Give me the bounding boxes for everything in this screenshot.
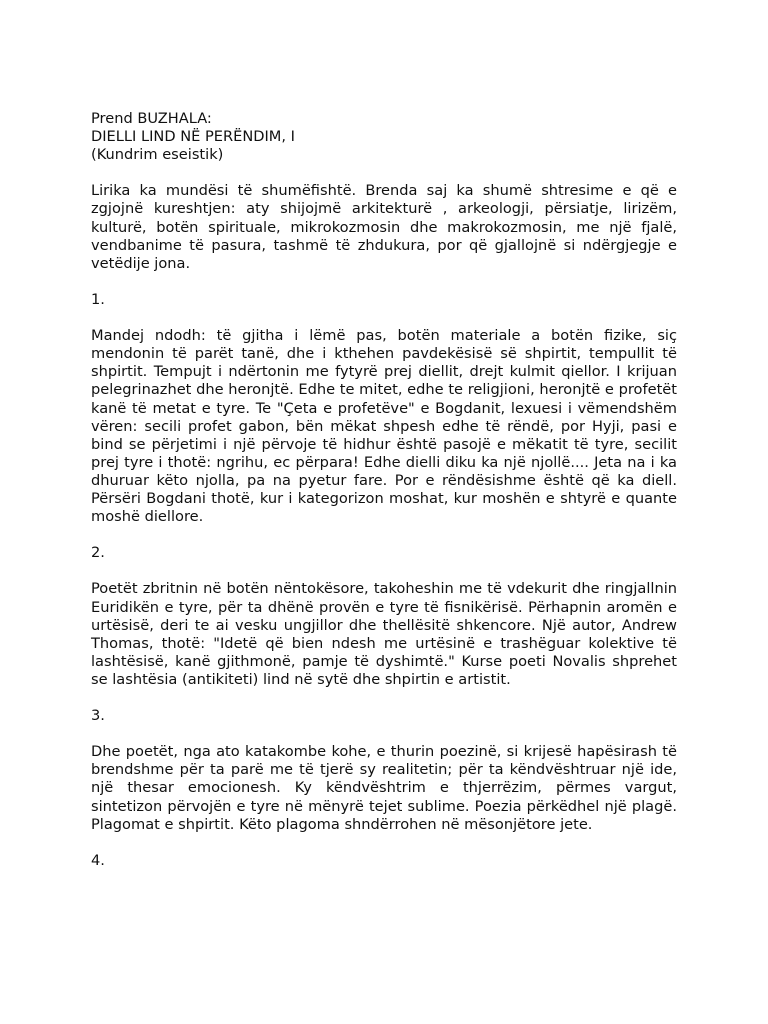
section-number: 3.	[91, 707, 105, 725]
spacer	[91, 164, 677, 182]
spacer	[91, 273, 677, 291]
spacer	[91, 526, 677, 544]
document-subtitle: (Kundrim eseistik)	[91, 146, 224, 164]
section-number: 2.	[91, 544, 105, 562]
section-paragraph: Dhe poetët, nga ato katakombe kohe, e thurin poezinë, si krijesë hapësirash të brendshme për ta parë me të tjerë sy realitetin; për ta këndvështruar një ide, një thesar emocionesh. Ky këndvështrim e thjerrëzim, përmes vargut, sintetizon përvojën e tyre në mënyrë tejet sublime. Poezia përkëdhel një plagë. Plagomat e shpirtit. Këto plagoma shndërrohen në mësonjëtore jete.	[91, 743, 677, 833]
author-line: Prend BUZHALA:	[91, 110, 212, 127]
section-number: 4.	[91, 851, 105, 869]
spacer	[91, 834, 677, 852]
document-header	[91, 110, 677, 164]
section-paragraph: Mandej ndodh: të gjitha i lëmë pas, botën materiale a botën fizike, siç mendonin të parët tanë, dhe i kthehen pavdekësisë së shpirtit, tempullit të shpirtit. Tempujt i ndërtonin me fytyrë prej diellit, drejt kulmit qiellor. I krijuan pelegrinazhet dhe heronjtë. Edhe te mitet, edhe te religjioni, heronjtë e profetët kanë të metat e tyre. Te "Çeta e profetëve" e Bogdanit, lexuesi i vëmendshëm vëren: secili profet gabon, bën mëkat shpesh edhe të rëndë, por Hyji, pasi e bind se përjetimi i një përvoje të hidhur është pasojë e mëkatit të tyre, secilit prej tyre i thotë: ngrihu, ec përpara! Edhe dielli diku ka një njollë.... Jeta na i ka dhuruar këto njolla, pa na pyetur fare. Por e rëndësishme është që ka diell. Përsëri Bogdani thotë, kur i kategorizon moshat, kur moshën e shtyrë e quante moshë diellore.	[91, 327, 677, 526]
section-number: 1.	[91, 290, 105, 308]
spacer	[91, 725, 677, 743]
spacer	[91, 689, 677, 707]
spacer	[91, 309, 677, 327]
spacer	[91, 562, 677, 580]
document-page	[91, 110, 677, 870]
section-paragraph: Poetët zbritnin në botën nëntokësore, takoheshin me të vdekurit dhe ringjallnin Euridikën e tyre, për ta dhënë provën e tyre të fisnikërisë. Përhapnin aromën e urtësisë, deri te ai vesku ungjillor dhe thellësitë shkencore. Një autor, Andrew Thomas, thotë: "Idetë që bien ndesh me urtësinë e trashëguar kolektive të lashtësisë, kanë gjithmonë, pamje të dyshimtë." Kurse poeti Novalis shprehet se lashtësia (antikiteti) lind në sytë dhe shpirtin e artistit.	[91, 580, 677, 688]
document-title: DIELLI LIND NË PERËNDIM, I	[91, 128, 295, 146]
intro-paragraph: Lirika ka mundësi të shumëfishtë. Brenda saj ka shumë shtresime e që e zgjojnë kureshtjen: aty shijojmë arkitekturë , arkeologji, përsiatje, lirizëm, kulturë, botën spirituale, mikrokozmosin dhe makrokozmosin, me një fjalë, vendbanime të pasura, tashmë të zhdukura, por që gjallojnë si ndërgjegje e vetëdije jona.	[91, 182, 677, 272]
